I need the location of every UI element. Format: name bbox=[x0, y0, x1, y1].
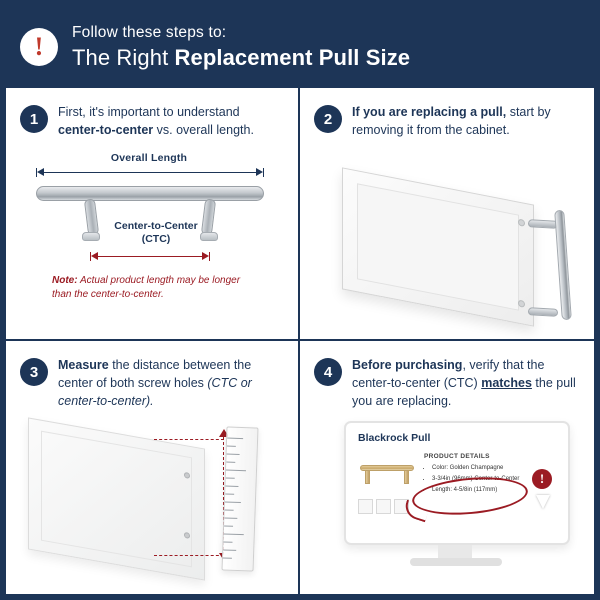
monitor-neck bbox=[438, 545, 472, 559]
header-subtitle: Follow these steps to: bbox=[72, 23, 227, 41]
overall-length-arrowhead-left bbox=[37, 168, 44, 176]
ruler-tick bbox=[224, 533, 244, 535]
step-4-text-underline: matches bbox=[481, 375, 532, 390]
overall-length-arrow bbox=[36, 168, 264, 177]
measure-guide-bottom bbox=[154, 555, 224, 556]
measure-guide-top bbox=[154, 439, 224, 440]
step-panel-3 bbox=[6, 341, 300, 594]
cabinet-pull-bar bbox=[554, 210, 572, 320]
ruler-tick bbox=[225, 509, 234, 510]
pull-post-bottom bbox=[528, 307, 558, 317]
ruler-tick bbox=[226, 469, 246, 471]
step-1-note-text: Actual product length may be longer than the center-to-center. bbox=[52, 274, 241, 300]
ruler-tick bbox=[225, 493, 234, 494]
product-pull-post-left bbox=[365, 470, 370, 484]
ctc-label bbox=[70, 220, 242, 246]
step-4-text bbox=[352, 357, 580, 410]
step-1-note bbox=[52, 274, 250, 302]
ruler-tick bbox=[227, 454, 240, 455]
step-panel-1 bbox=[6, 88, 300, 341]
pull-bar-graphic bbox=[36, 186, 264, 201]
ctc-tick-right bbox=[209, 252, 210, 261]
ruler-tick bbox=[224, 525, 233, 526]
step-3-text-italic: (CTC or center-to-center). bbox=[58, 375, 252, 408]
ruler-tick bbox=[226, 461, 235, 462]
step-1-text-c: vs. overall length. bbox=[153, 122, 254, 137]
steps-grid bbox=[6, 88, 594, 594]
product-thumbnail-strip bbox=[358, 499, 409, 514]
step-2-text bbox=[352, 104, 580, 140]
cursor-icon bbox=[536, 495, 550, 509]
step-3-text bbox=[58, 357, 284, 410]
page-title-bold: Replacement Pull Size bbox=[174, 44, 411, 70]
product-page-illustration bbox=[338, 419, 582, 592]
measuring-illustration bbox=[18, 419, 290, 588]
monitor-base bbox=[410, 558, 502, 566]
ruler-tick bbox=[225, 485, 238, 486]
step-1-text bbox=[58, 104, 284, 140]
step-2-number: 2 bbox=[314, 105, 342, 133]
product-thumbnail[interactable] bbox=[358, 499, 373, 514]
step-3-number: 3 bbox=[20, 358, 48, 386]
ruler-tick bbox=[224, 517, 237, 518]
product-details-heading: PRODUCT DETAILS bbox=[424, 453, 490, 460]
exclamation-icon: ! bbox=[532, 469, 552, 489]
door-hinge-top bbox=[518, 219, 525, 227]
product-thumbnail[interactable] bbox=[376, 499, 391, 514]
ruler-tick bbox=[223, 549, 236, 550]
cabinet-door-illustration bbox=[324, 180, 584, 331]
screw-hole-top bbox=[184, 472, 190, 479]
ruler-tick bbox=[226, 477, 235, 478]
step-2-text-b: start by removing it from the cabinet. bbox=[352, 105, 551, 137]
step-2-text-bold: If you are replacing a pull, bbox=[352, 105, 507, 119]
cabinet-door-face-inner bbox=[41, 431, 192, 568]
step-1-text-a: First, it's important to understand bbox=[58, 105, 240, 119]
list-item: • 3-3/4in (96mm) Center-to-Center bbox=[432, 475, 519, 484]
step-3-head bbox=[20, 357, 284, 410]
step-1-number: 1 bbox=[20, 105, 48, 133]
cabinet-door-face bbox=[28, 417, 205, 580]
step-4-head bbox=[314, 357, 580, 410]
product-pull-post-right bbox=[404, 470, 409, 484]
list-item: • Color: Golden Champagne bbox=[432, 464, 519, 473]
ruler-tick bbox=[227, 438, 243, 440]
step-1-note-bold: Note: bbox=[52, 274, 78, 286]
step-3-text-b: the distance between the center of both screw holes bbox=[58, 358, 252, 390]
step-1-text-bold: center-to-center bbox=[58, 122, 154, 137]
pull-post-top bbox=[528, 219, 558, 229]
ruler-tick bbox=[223, 557, 232, 558]
pull-dimension-diagram bbox=[30, 152, 278, 302]
step-4-text-b: , verify that the center-to-center (CTC) bbox=[352, 358, 545, 390]
step-2-head bbox=[314, 104, 580, 140]
ruler-tick bbox=[223, 541, 232, 542]
screw-hole-bottom bbox=[184, 532, 190, 539]
ctc-arrow bbox=[90, 252, 210, 261]
step-4-text-d: the pull you are replacing. bbox=[352, 375, 576, 408]
product-title: Blackrock Pull bbox=[358, 432, 431, 444]
ctc-label-line1: Center-to-Center bbox=[114, 219, 198, 232]
step-panel-4 bbox=[300, 341, 594, 594]
cabinet-door-inner-panel bbox=[357, 183, 519, 310]
ctc-label-line2: (CTC) bbox=[141, 232, 171, 245]
page-title-light: The Right bbox=[72, 44, 175, 70]
step-1-head bbox=[20, 104, 284, 140]
step-3-text-bold: Measure bbox=[58, 358, 109, 372]
header-banner bbox=[6, 6, 594, 88]
step-panel-2 bbox=[300, 88, 594, 341]
overall-length-line bbox=[42, 172, 258, 173]
ctc-line bbox=[95, 256, 205, 257]
ctc-arrowhead-left bbox=[91, 252, 98, 260]
ruler-tick bbox=[225, 501, 241, 503]
overall-length-arrowhead-right bbox=[256, 168, 263, 176]
header-text bbox=[72, 24, 410, 71]
ruler-tick bbox=[227, 446, 236, 447]
page-title bbox=[72, 45, 410, 71]
step-4-text-bold: Before purchasing bbox=[352, 358, 463, 372]
ctc-arrowhead-right bbox=[202, 252, 209, 260]
ruler-icon bbox=[221, 426, 258, 571]
exclamation-icon: ! bbox=[20, 28, 58, 66]
door-hinge-bottom bbox=[518, 300, 525, 308]
overall-length-tick-right bbox=[263, 168, 264, 177]
product-image bbox=[358, 453, 416, 493]
overall-length-label: Overall Length bbox=[110, 151, 188, 164]
cabinet-door bbox=[342, 167, 534, 326]
step-4-number: 4 bbox=[314, 358, 342, 386]
monitor-screen bbox=[344, 421, 570, 545]
list-item: • Length: 4-5/8in (117mm) bbox=[432, 486, 519, 495]
